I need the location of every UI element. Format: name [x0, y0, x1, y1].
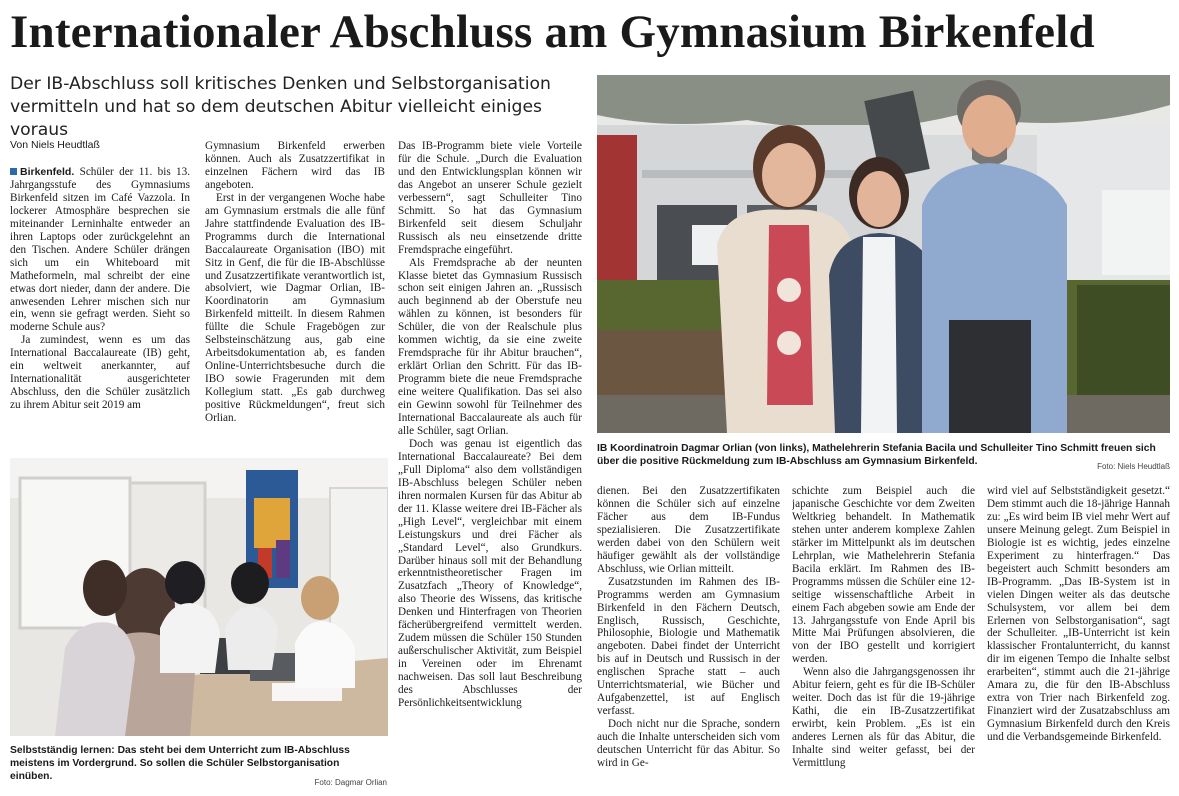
- photo-students-caption: Selbstständig lernen: Das steht bei dem Unterricht zum IB-Abschluss meistens im Vordergrund. So sollen die Schüler Selbstorganisation einüben.: [10, 745, 350, 782]
- photo-students-credit: Foto: Dagmar Orlian: [314, 778, 387, 787]
- photo-teachers: [597, 75, 1170, 433]
- text-column-6: [987, 485, 1170, 792]
- photo-students: [10, 458, 388, 736]
- subheadline: Der IB-Abschluss soll kritisches Denken und Selbstorganisation vermitteln und hat so dem deutschen Abitur vielleicht einiges voraus: [10, 74, 551, 140]
- paragraph: schichte zum Beispiel auch die japanische Geschichte vor dem Zweiten Weltkrieg behandelt. In Mathematik stehen unter anderem komplexe Zahlen stärker im Mittelpunkt als im deutschen Lehrplan, wie Mathelehrerin Stefania Bacila erklärt. Im Rahmen des IB-Programms müssen die Schüler eine 12-seitige wissenschaftliche Arbeit in einem Fach abgeben sowie am Ende der 13. Jahrgangsstufe von Ende April bis Mitte Mai Prüfungen absolvieren, die von der IBO gestellt und korrigiert werden.: [792, 485, 975, 666]
- author-byline: Von Niels Heudtlaß: [10, 139, 100, 151]
- photo-students-image: [10, 458, 388, 736]
- paragraph: Wenn also die Jahrgangsgenossen ihr Abitur feiern, geht es für die IB-Schüler weiter. Doch das ist für die 19-jährige Kathi, die ein IB-Zusatzzertifikat erwirbt, kein Problem. „Es ist ein anderes Lernen als für das Abitur, die Inhalte sind weiter gefasst, bei der Vermittlung: [792, 666, 975, 770]
- paragraph: Als Fremdsprache ab der neunten Klasse bietet das Gymnasium Russisch schon seit einigen Jahren an. „Russisch auch beginnend ab der Oberstufe neu wählen zu können, ist besonders für Schüler, die von der Realschule plus kommen wichtig, da sie eine zweite Fremdsprache für ihr Abitur brauchen“, erklärt Orlian den Schritt. Für das IB-Programm biete die neue Fremdsprache eine weitere Qualifikation. Das sei also ein Gewinn sowohl für Teilnehmer des International Baccalaureate als auch für alle Schüler, sagt Orlian.: [398, 256, 582, 437]
- paragraph: Doch was genau ist eigentlich das International Baccalaureate? Bei dem „Full Diploma“ also dem vollständigen IB-Abschluss belegen Schüler neben ihren normalen Kursen für das Abitur ab der 11. Klasse weitere drei IB-Fächer als „High Level“, vergleichbar mit einem Leistungskurs und drei Fächer als „Standard Level“, also Grundkurs. Darüber hinaus soll mit der Behandlung erkenntnistheoretischer Fragen im Zusatzfach „Theory of Knowledge“, also Theorie des Wissens, das kritische Denken und Hinterfragen von Theorien fächerübergreifend vermittelt werden. Zudem müssen die Schüler 150 Stunden außerschulischer Aktivität, zum Beispiel in Vereinen oder im Ehrenamt nachweisen. Das soll laut Beschreibung des Abschlusses der Persönlichkeitsentwicklung: [398, 437, 582, 709]
- paragraph: Zusatzstunden im Rahmen des IB-Programms werden am Gymnasium Birkenfeld in den Fächern Deutsch, Englisch, Russisch, Geschichte, Philosophie, Biologie und Mathematik angeboten. Dabei findet der Unterricht bis auf in Deutsch und Russisch in der englischen Sprache statt – auch Unterrichtsmaterial, wie Bücher und Aufgabenzettel, ist auf Englisch verfasst.: [597, 575, 780, 718]
- paragraph: dienen. Bei den Zusatzzertifikaten können die Schüler sich auf einzelne Fächer aus dem IB-Fundus spezialisieren. Die Zusatzzertifikate werden dabei von den Schülern weit häufiger gewählt als der vollständige Abschluss, wie Orlian mitteilt.: [597, 485, 780, 575]
- paragraph: Das IB-Programm biete viele Vorteile für die Schule. „Durch die Evaluation und den Entwicklungsplan können wir das Angebot an unserer Schule gezielt verbessern“, sagt Schulleiter Tino Schmitt. So hat das Gymnasium Birkenfeld seit diesem Schuljahr Russisch als neu einsetzende dritte Fremdsprache eingeführt.: [398, 140, 582, 256]
- paragraph: Doch nicht nur die Sprache, sondern auch die Inhalte unterscheiden sich vom deutschen Unterricht für das Abitur. So wird in Ge-: [597, 718, 780, 770]
- text-column-3: [398, 140, 582, 792]
- text-column-5: [792, 485, 975, 792]
- paragraph: Erst in der vergangenen Woche habe am Gymnasium erstmals die alle fünf Jahre stattfindende Evaluation des IB-Programms durch die International Baccalaureate Organisation (IBO) mit Sitz in Genf, die für die IB-Abschlüsse und Zusatzzertifikate verantwortlich ist, absolviert, wie Dagmar Orlian, IB-Koordinatorin am Gymnasium Birkenfeld mitteilt. In diesem Rahmen füllte die Schule Fragebögen zur Selbsteinschätzung aus, gab eine Arbeitsdokumentation ab, es fanden Online-Unterrichtsbesuche durch die IBO sowie Fragerunden mit dem Kollegium statt. „Es gab durchweg positive Rückmeldungen“, freut sich Orlian.: [205, 191, 385, 425]
- text-column-4: [597, 485, 780, 792]
- paragraph: Gymnasium Birkenfeld erwerben können. Auch als Zusatzzertifikat in einzelnen Fächern wird das IB angeboten.: [205, 140, 385, 191]
- paragraph: Ja zumindest, wenn es um das International Baccalaureate (IB) geht, ein weltweit anerkannter, auf Internationalität ausgerichteter Abschluss, den die Schüler zusätzlich zu ihrem Abitur seit 2019 am: [10, 334, 190, 412]
- paragraph: wird viel auf Selbstständigkeit gesetzt.“ Dem stimmt auch die 18-jährige Hannah zu: „Es wird beim IB viel mehr Wert auf unsere Meinung gelegt. Zum Beispiel in Biologie ist es wichtig, jedes einzelne Experiment zu hinterfragen.“ Das begeistert auch Schmitt besonders am IB-Programm. „Das IB-System ist in vielen Dingen weiter als das deutsche Schulsystem, vor allem bei dem Erlernen von Selbstorganisation“, sagt der Schulleiter. „IB-Unterricht ist kein klassischer Frontalunterricht, du kannst dir im eigenen Tempo die Inhalte selbst erarbeiten“, stimmt auch die 21-jährige Amara zu, die für den IB-Abschluss extra von Trier nach Birkenfeld zog. Finanziert wird der Zusatzabschluss am Gymnasium Birkenfeld durch den Kreis und die Verbandsgemeinde Birkenfeld.: [987, 485, 1170, 744]
- photo-teachers-credit: Foto: Niels Heudtlaß: [1097, 462, 1170, 471]
- text-column-2: [205, 140, 385, 456]
- text-column-1: [10, 166, 190, 456]
- paragraph: Birkenfeld. Schüler der 11. bis 13. Jahrgangsstufe des Gymnasiums Birkenfeld sitzen im Café Vazzola. In lockerer Atmosphäre besprechen sie miteinander Lerninhalte entweder an ihren Laptops oder zurückgelehnt an den Tischen. Andere Schüler drängen sich um ein Whiteboard mit Matheformeln, mal schreibt der eine etwas dort nieder, dann der andere. Die anwesenden Lehrer mischen sich nur ein, wenn sie gefragt werden. Sieht so moderne Schule aus?: [10, 166, 190, 334]
- photo-teachers-image: [597, 75, 1170, 433]
- dateline-marker-icon: [10, 168, 17, 175]
- headline: Internationaler Abschluss am Gymnasium Birkenfeld: [10, 6, 1095, 58]
- dateline: Birkenfeld.: [20, 166, 75, 178]
- photo-teachers-caption: IB Koordinatroin Dagmar Orlian (von links), Mathelehrerin Stefania Bacila und Schulleiter Tino Schmitt freuen sich über die positive Rückmeldung zum IB-Abschluss am Gymnasium Birkenfeld.: [597, 443, 1156, 467]
